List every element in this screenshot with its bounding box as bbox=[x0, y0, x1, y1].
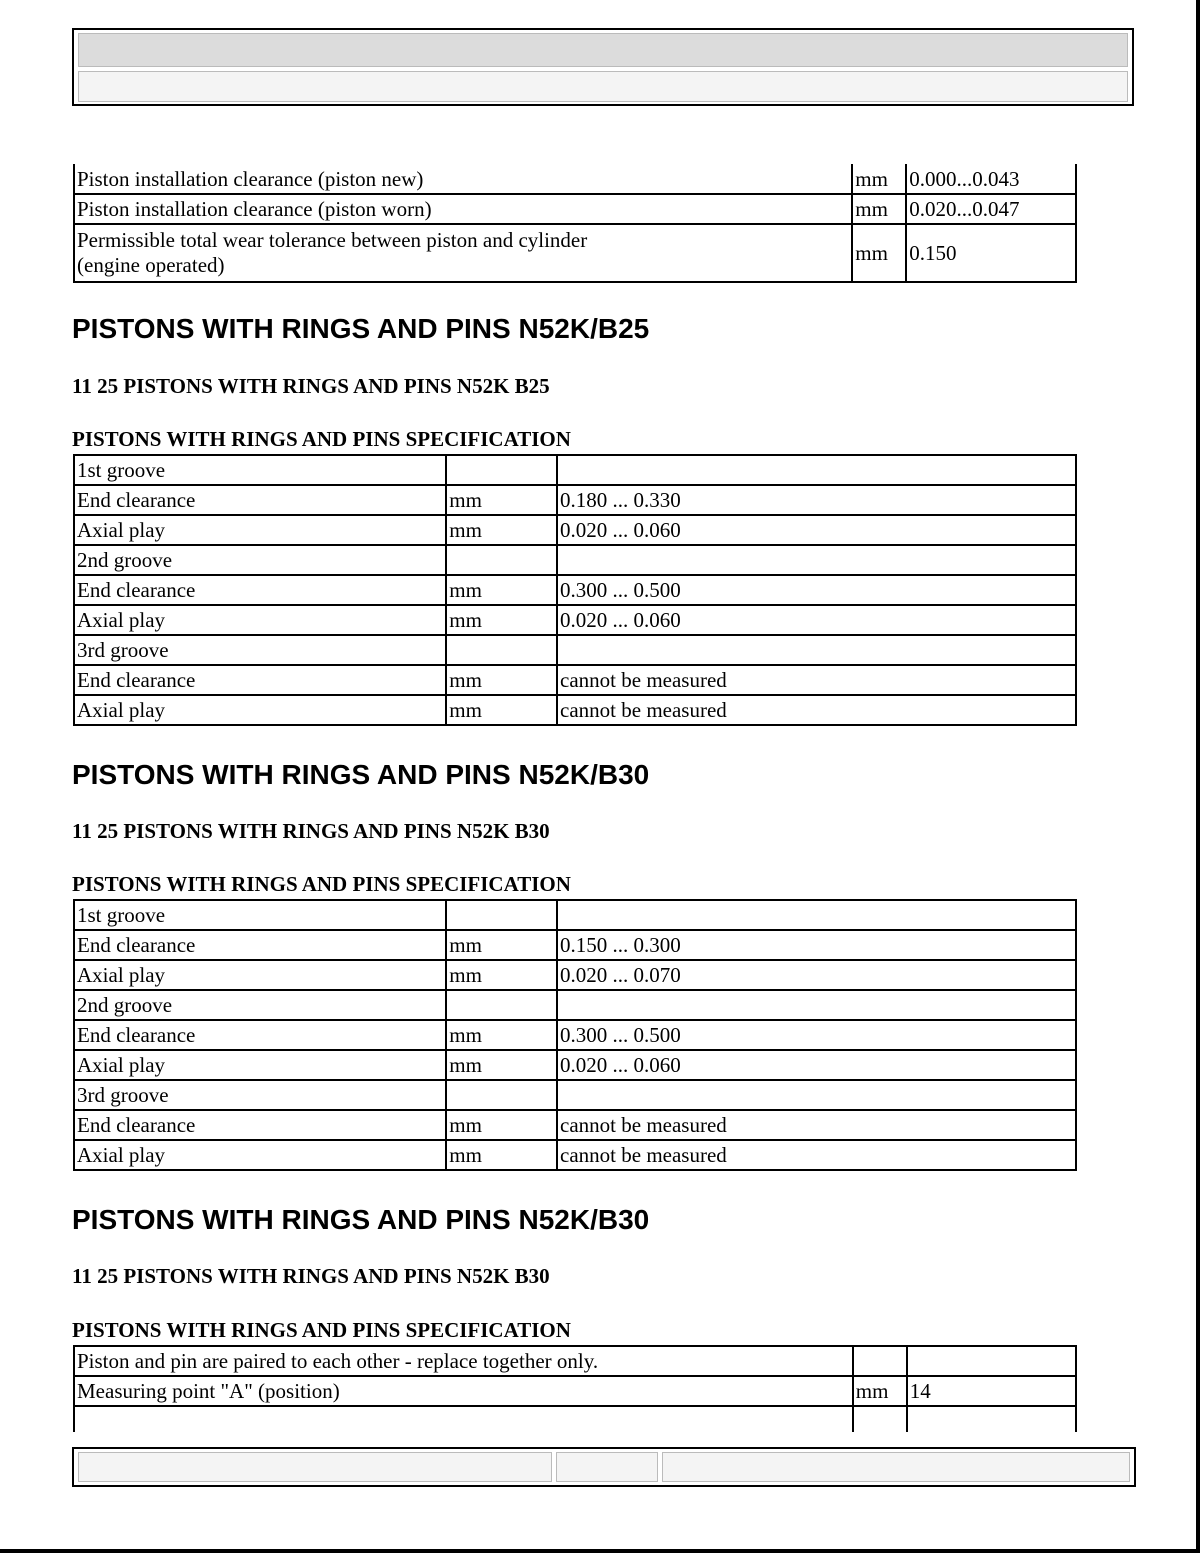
spec-unit: mm bbox=[446, 1110, 557, 1140]
spec-label: End clearance bbox=[74, 575, 446, 605]
spec-unit bbox=[446, 900, 557, 930]
table-row bbox=[74, 1050, 1076, 1080]
table-row bbox=[74, 605, 1076, 635]
spec-label: End clearance bbox=[74, 485, 446, 515]
spec-unit bbox=[446, 545, 557, 575]
spec-value: 0.300 ... 0.500 bbox=[557, 1020, 1076, 1050]
spec-unit: mm bbox=[446, 575, 557, 605]
table-row bbox=[74, 900, 1076, 930]
footer-cell bbox=[556, 1452, 658, 1482]
table-row bbox=[74, 224, 1076, 282]
spec-label: 1st groove bbox=[74, 900, 446, 930]
spec-value bbox=[557, 1080, 1076, 1110]
spec-value: cannot be measured bbox=[557, 1110, 1076, 1140]
spec-value: 0.300 ... 0.500 bbox=[557, 575, 1076, 605]
spec-value bbox=[557, 990, 1076, 1020]
spec-label: Piston installation clearance (piston new) bbox=[74, 164, 852, 194]
spec-value: cannot be measured bbox=[557, 695, 1076, 725]
spec-label: End clearance bbox=[74, 1110, 446, 1140]
section-title: PISTONS WITH RINGS AND PINS N52K/B30 bbox=[72, 759, 650, 790]
spec-unit: mm bbox=[446, 1140, 557, 1170]
spec-table bbox=[73, 899, 1077, 1171]
spec-value: 0.180 ... 0.330 bbox=[557, 485, 1076, 515]
spec-unit: mm bbox=[852, 164, 906, 194]
spec-label: 2nd groove bbox=[74, 545, 446, 575]
section-subtitle: 11 25 PISTONS WITH RINGS AND PINS N52K B30 bbox=[72, 819, 550, 843]
spec-label: 3rd groove bbox=[74, 635, 446, 665]
table-row bbox=[74, 1406, 1076, 1432]
spec-label: Axial play bbox=[74, 1050, 446, 1080]
spec-unit: mm bbox=[852, 224, 906, 282]
spec-value: 0.150 ... 0.300 bbox=[557, 930, 1076, 960]
spec-value bbox=[557, 900, 1076, 930]
spec-label: Piston and pin are paired to each other - replace together only. bbox=[74, 1346, 853, 1376]
footer-cell bbox=[78, 1452, 552, 1482]
table-row bbox=[74, 545, 1076, 575]
spec-label: 2nd groove bbox=[74, 990, 446, 1020]
spec-value bbox=[557, 545, 1076, 575]
clearance-table bbox=[73, 164, 1077, 283]
spec-unit bbox=[446, 455, 557, 485]
spec-unit: mm bbox=[446, 515, 557, 545]
spec-value: 0.020 ... 0.060 bbox=[557, 605, 1076, 635]
spec-label: Axial play bbox=[74, 1140, 446, 1170]
spec-value: 0.020 ... 0.070 bbox=[557, 960, 1076, 990]
spec-unit bbox=[446, 635, 557, 665]
section-subtitle: 11 25 PISTONS WITH RINGS AND PINS N52K B25 bbox=[72, 374, 550, 398]
spec-unit bbox=[853, 1406, 907, 1432]
table-row bbox=[74, 515, 1076, 545]
spec-unit: mm bbox=[446, 605, 557, 635]
spec-value: 0.150 bbox=[906, 224, 1076, 282]
spec-unit bbox=[446, 1080, 557, 1110]
table-caption: PISTONS WITH RINGS AND PINS SPECIFICATION bbox=[72, 872, 571, 896]
table-caption: PISTONS WITH RINGS AND PINS SPECIFICATION bbox=[72, 1318, 571, 1342]
spec-label bbox=[74, 1406, 853, 1432]
table-row bbox=[74, 1140, 1076, 1170]
spec-value: 0.020 ... 0.060 bbox=[557, 515, 1076, 545]
table-row bbox=[74, 930, 1076, 960]
spec-unit: mm bbox=[446, 1050, 557, 1080]
spec-value: cannot be measured bbox=[557, 665, 1076, 695]
spec-value: 0.020 ... 0.060 bbox=[557, 1050, 1076, 1080]
spec-label: Axial play bbox=[74, 515, 446, 545]
page-header bbox=[72, 28, 1134, 106]
spec-value: 0.020...0.047 bbox=[906, 194, 1076, 224]
spec-unit: mm bbox=[446, 930, 557, 960]
spec-label: Axial play bbox=[74, 695, 446, 725]
page-footer bbox=[72, 1447, 1136, 1487]
spec-value: 14 bbox=[907, 1376, 1076, 1406]
table-row bbox=[74, 665, 1076, 695]
table-row bbox=[74, 194, 1076, 224]
spec-unit: mm bbox=[446, 1020, 557, 1050]
spec-unit: mm bbox=[446, 485, 557, 515]
spec-label: Measuring point "A" (position) bbox=[74, 1376, 853, 1406]
table-row bbox=[74, 1110, 1076, 1140]
spec-value: cannot be measured bbox=[557, 1140, 1076, 1170]
spec-value bbox=[907, 1346, 1076, 1376]
spec-unit: mm bbox=[446, 665, 557, 695]
spec-table bbox=[73, 1345, 1077, 1432]
spec-label: End clearance bbox=[74, 930, 446, 960]
table-row bbox=[74, 990, 1076, 1020]
header-bar bbox=[78, 33, 1128, 67]
spec-value bbox=[557, 635, 1076, 665]
section-title: PISTONS WITH RINGS AND PINS N52K/B25 bbox=[72, 313, 650, 344]
spec-label: End clearance bbox=[74, 1020, 446, 1050]
spec-unit: mm bbox=[446, 960, 557, 990]
spec-value: 0.000...0.043 bbox=[906, 164, 1076, 194]
table-row bbox=[74, 635, 1076, 665]
table-row bbox=[74, 575, 1076, 605]
spec-label: 3rd groove bbox=[74, 1080, 446, 1110]
spec-value bbox=[907, 1406, 1076, 1432]
spec-unit: mm bbox=[853, 1376, 907, 1406]
section-subtitle: 11 25 PISTONS WITH RINGS AND PINS N52K B30 bbox=[72, 1264, 550, 1288]
section-title: PISTONS WITH RINGS AND PINS N52K/B30 bbox=[72, 1204, 650, 1235]
table-row bbox=[74, 960, 1076, 990]
table-row bbox=[74, 485, 1076, 515]
spec-unit: mm bbox=[852, 194, 906, 224]
spec-label: Permissible total wear tolerance between piston and cylinder (engine operated) bbox=[74, 224, 852, 282]
table-row bbox=[74, 455, 1076, 485]
spec-unit: mm bbox=[446, 695, 557, 725]
spec-value bbox=[557, 455, 1076, 485]
spec-label: Axial play bbox=[74, 605, 446, 635]
table-row bbox=[74, 164, 1076, 194]
header-subbar bbox=[78, 71, 1128, 102]
spec-unit bbox=[446, 990, 557, 1020]
spec-unit bbox=[853, 1346, 907, 1376]
table-row bbox=[74, 1346, 1076, 1376]
spec-label: Axial play bbox=[74, 960, 446, 990]
footer-cell bbox=[662, 1452, 1130, 1482]
table-caption: PISTONS WITH RINGS AND PINS SPECIFICATION bbox=[72, 427, 571, 451]
spec-label: Piston installation clearance (piston worn) bbox=[74, 194, 852, 224]
table-row bbox=[74, 1376, 1076, 1406]
spec-label: End clearance bbox=[74, 665, 446, 695]
table-row bbox=[74, 1020, 1076, 1050]
spec-label: 1st groove bbox=[74, 455, 446, 485]
spec-table bbox=[73, 454, 1077, 726]
table-row bbox=[74, 1080, 1076, 1110]
table-row bbox=[74, 695, 1076, 725]
